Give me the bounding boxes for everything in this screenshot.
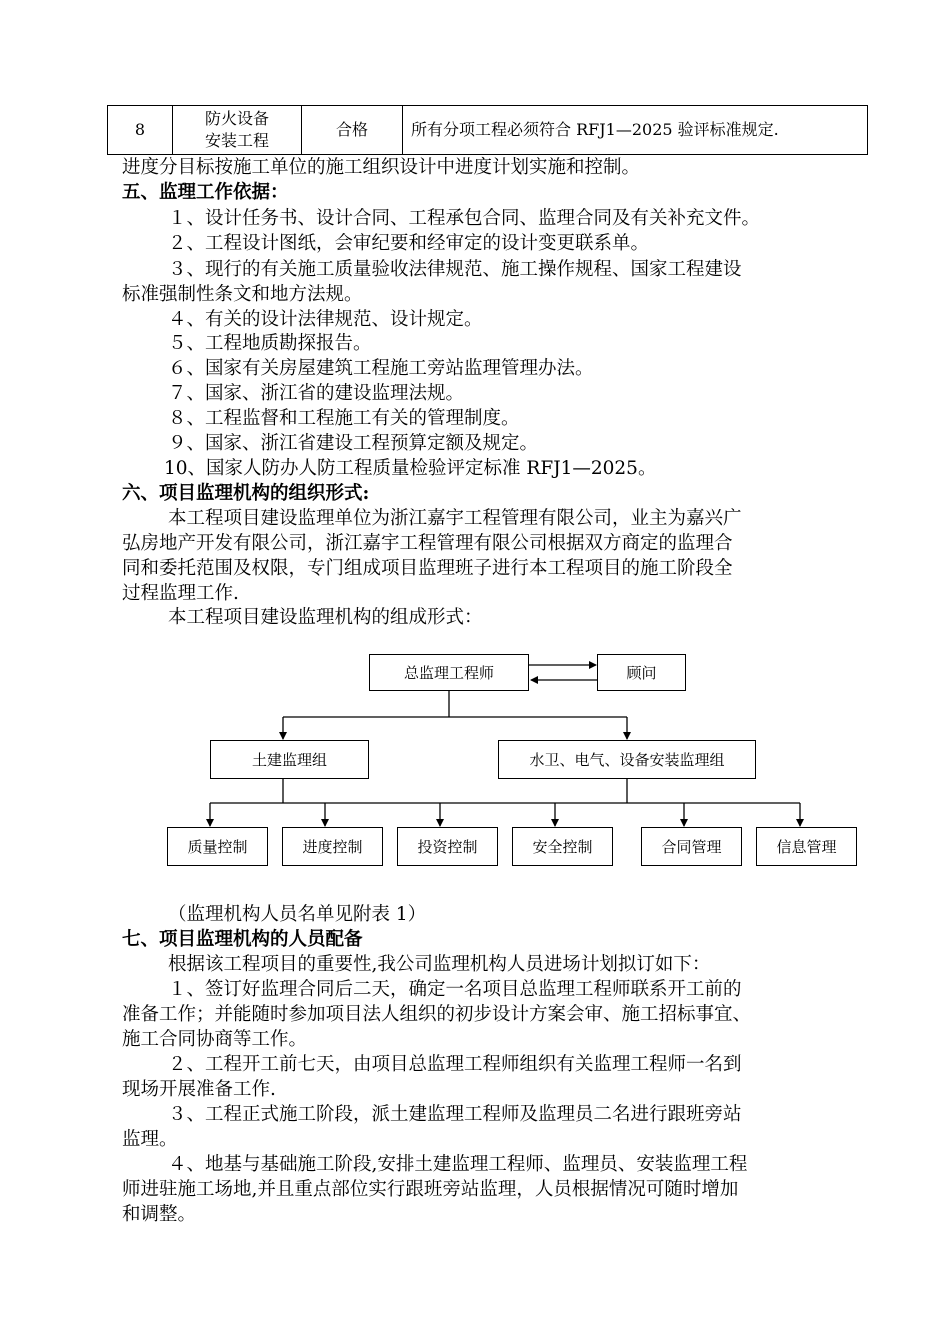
s7-item-4a: ４、地基与基础施工阶段,安排土建监理工程师、监理员、安装监理工程 (168, 1154, 748, 1175)
s6-para1-d: 过程监理工作. (122, 583, 239, 604)
s5-item-9: ９、国家、浙江省建设工程预算定额及规定。 (168, 433, 539, 454)
s5-item-3b: 标准强制性条文和地方法规。 (122, 284, 363, 305)
quality-control-box: 质量控制 (167, 827, 268, 866)
s7-item-1c: 施工合同协商等工作。 (122, 1029, 308, 1050)
s5-item-3a: ３、现行的有关施工质量验收法律规范、施工操作规程、国家工程建设 (168, 259, 742, 280)
s6-para2: 本工程项目建设监理机构的组成形式： (168, 607, 483, 628)
civil-group-box: 土建监理组 (210, 740, 369, 779)
section7-title: 七、项目监理机构的人员配备 (122, 929, 363, 950)
section5-title: 五、监理工作依据： (122, 182, 289, 203)
chief-engineer-box: 总监理工程师 (369, 654, 529, 691)
s5-item-7: ７、国家、浙江省的建设监理法规。 (168, 383, 465, 404)
result-cell: 合格 (302, 106, 403, 155)
s6-para1-c: 同和委托范围及权限，专门组成项目监理班子进行本工程项目的施工阶段全 (122, 558, 733, 579)
s5-item-6: ６、国家有关房屋建筑工程施工旁站监理管理办法。 (168, 358, 594, 379)
s5-item-8: ８、工程监督和工程施工有关的管理制度。 (168, 408, 520, 429)
s7-item-3b: 监理。 (122, 1129, 178, 1150)
info-management-box: 信息管理 (756, 827, 857, 866)
s5-item-10: 10、国家人防办人防工程质量检验评定标准 RFJ1—2025。 (164, 458, 657, 479)
s7-item-1a: １、签订好监理合同后二天，确定一名项目总监理工程师联系开工前的 (168, 979, 742, 1000)
s5-item-2: ２、工程设计图纸，会审纪要和经审定的设计变更联系单。 (168, 233, 650, 254)
install-group-box: 水卫、电气、设备安装监理组 (498, 740, 756, 779)
s7-item-1b: 准备工作；并能随时参加项目法人组织的初步设计方案会审、施工招标事宜、 (122, 1004, 752, 1025)
investment-control-box: 投资控制 (397, 827, 498, 866)
roster-note: （监理机构人员名单见附表 1） (168, 904, 427, 925)
note-cell: 所有分项工程必须符合 RFJ1—2025 验评标准规定. (403, 106, 868, 155)
s7-intro: 根据该工程项目的重要性,我公司监理机构人员进场计划拟订如下： (168, 954, 711, 975)
s6-para1-a: 本工程项目建设监理单位为浙江嘉宇工程管理有限公司，业主为嘉兴广 (168, 508, 742, 529)
s7-item-2b: 现场开展准备工作. (122, 1079, 276, 1100)
progress-control-box: 进度控制 (282, 827, 383, 866)
advisor-box: 顾问 (597, 654, 686, 691)
s7-item-4c: 和调整。 (122, 1204, 197, 1225)
safety-control-box: 安全控制 (512, 827, 613, 866)
section6-title: 六、项目监理机构的组织形式: (122, 483, 370, 504)
s7-item-3a: ３、工程正式施工阶段，派土建监理工程师及监理员二名进行跟班旁站 (168, 1104, 742, 1125)
contract-management-box: 合同管理 (641, 827, 742, 866)
item-name-line1: 防火设备 (204, 109, 269, 128)
s5-item-4: ４、有关的设计法律规范、设计规定。 (168, 309, 483, 330)
row-number: 8 (108, 106, 173, 155)
s7-item-2a: ２、工程开工前七天，由项目总监理工程师组织有关监理工程师一名到 (168, 1054, 742, 1075)
s5-item-1: １、设计任务书、设计合同、工程承包合同、监理合同及有关补充文件。 (168, 208, 761, 229)
progress-line: 进度分目标按施工单位的施工组织设计中进度计划实施和控制。 (122, 157, 641, 178)
s7-item-4b: 师进驻施工场地,并且重点部位实行跟班旁站监理，人员根据情况可随时增加 (122, 1179, 739, 1200)
s5-item-5: ５、工程地质勘探报告。 (168, 333, 372, 354)
s6-para1-b: 弘房地产开发有限公司，浙江嘉宇工程管理有限公司根据双方商定的监理合 (122, 533, 733, 554)
item-name-line2: 安装工程 (204, 131, 269, 150)
